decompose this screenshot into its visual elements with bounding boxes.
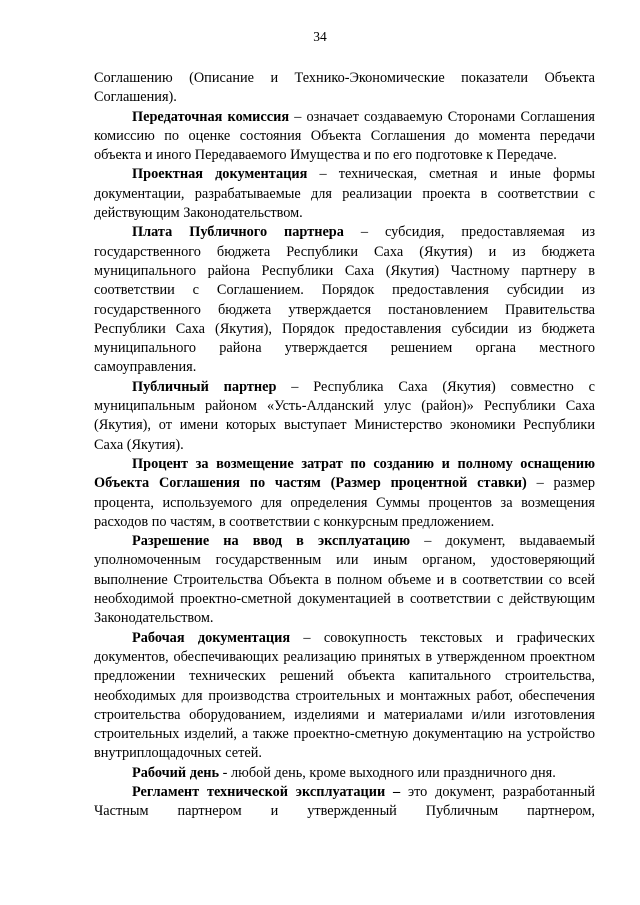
definition-text: - любой день, кроме выходного или праздничного дня. (219, 764, 556, 781)
definition-paragraph (94, 223, 595, 377)
definition-term: Процент за возмещение затрат по созданию и полному оснащению Объекта Соглашения по частям (Размер процентной ставки) (94, 455, 595, 492)
definition-paragraph (94, 455, 595, 532)
definition-text: – документ, выдаваемый уполномоченным государственным или иным органом, удостоверяющий выполнение Строительства Объекта в полном объеме и в соответствии со всей необходимой проектно-сметной документацией в соответствии с действующим Законодательством. (94, 533, 595, 627)
definition-text: это документ, разработанный Частным партнером и утвержденный Публичным партнером, (94, 783, 595, 820)
definition-text: – субсидия, предоставляемая из государственного бюджета Республики Саха (Якутия) и из бюджета муниципального района Республики Саха (Якутия) Частному партнеру в соответствии с Соглашением. Порядок предоставления субсидии из государственного бюджета утверждается постановлением Правительства Республики Саха (Якутия), Порядок предоставления субсидии из бюджета муниципального района утверждается решением органа местного самоуправления. (94, 224, 595, 376)
definition-term: Рабочая документация (132, 629, 291, 646)
definition-paragraph (94, 783, 595, 822)
definition-paragraph (94, 378, 595, 455)
definition-term: Рабочий день (132, 764, 220, 781)
definition-paragraph (94, 764, 595, 783)
paragraph-continuation (94, 69, 595, 108)
document-body (94, 69, 595, 822)
definition-text: – размер процента, используемого для определения Суммы процентов за возмещения расходов по частям, в соответствии с конкурсным предложением. (94, 475, 595, 530)
definition-text: – означает создаваемую Сторонами Соглашения комиссию по оценке состояния Объекта Соглашения до момента передачи объекта и иного Передаваемого Имущества и по его подготовке к Передаче. (94, 108, 595, 164)
definition-term: Проектная документация (132, 166, 308, 183)
definition-paragraph (94, 629, 595, 764)
page-number: 34 (313, 29, 327, 44)
definition-term: Публичный партнер (132, 378, 277, 395)
definition-paragraph (94, 108, 595, 166)
definition-term: Разрешение на ввод в эксплуатацию (132, 533, 411, 550)
paragraph-text: Соглашению (Описание и Технико-Экономические показатели Объекта Соглашения). (94, 70, 595, 106)
definition-term: Регламент технической эксплуатации – (132, 783, 401, 800)
definition-text: – совокупность текстовых и графических документов, обеспечивающих реализацию принятых в утвержденном проектном предложении технических решений объекта капитального строительства, необходимых для производства строительных и монтажных работ, обеспечения строительства оборудованием, изделиями и материалами и/или изготовления строительных изделий, а также проектно-сметную документацию на устройство внутриплощадочных сетей. (94, 629, 595, 762)
definition-text: – Республика Саха (Якутия) совместно с муниципальным районом «Усть-Алданский улус (район)» Республики Саха (Якутия), от имени которых выступает Министерство экономики Республики Саха (Якутия). (94, 378, 595, 453)
definition-paragraph (94, 532, 595, 628)
definition-term: Передаточная комиссия (132, 108, 290, 125)
definition-text: – техническая, сметная и иные формы документации, разрабатываемые для реализации проекта в соответствии с действующим Законодательством. (94, 166, 595, 222)
definition-paragraph (94, 165, 595, 223)
definition-term: Плата Публичного партнера (132, 224, 344, 241)
